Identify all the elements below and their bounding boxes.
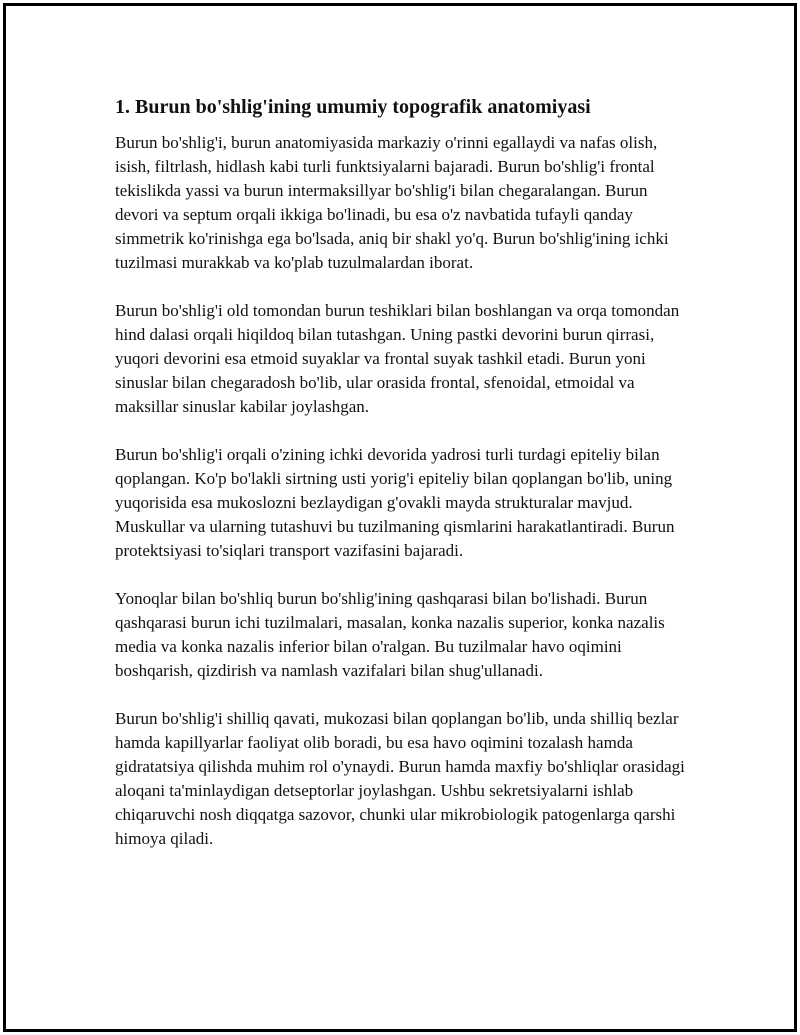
paragraph-2: Burun bo'shlig'i old tomondan burun teshiklari bilan boshlangan va orqa tomondan hind dalasi orqali hiqildoq bilan tutashgan. Uning pastki devorini burun qirrasi, yuqori devorini esa etmoid suyaklar va frontal suyak tashkil etadi. Burun yoni sinuslar bilan chegaradosh bo'lib, ular orasida frontal, sfenoidal, etmoidal va maksillar sinuslar kabilar joylashgan. (115, 301, 680, 416)
section-heading: 1. Burun bo'shlig'ining umumiy topografik anatomiyasi (115, 96, 591, 118)
document-body (115, 94, 695, 875)
paragraph-1: Burun bo'shlig'i, burun anatomiyasida markaziy o'rinni egallaydi va nafas olish, isish, filtrlash, hidlash kabi turli funktsiyalarni bajaradi. Burun bo'shlig'i frontal tekislikda yassi va burun intermaksillyar bo'shlig'i bilan chegaralangan. Burun devori va septum orqali ikkiga bo'linadi, bu esa o'z navbatida tufayli qanday simmetrik ko'rinishga ega bo'lsada, aniq bir shakl yo'q. Burun bo'shlig'ining ichki tuzilmasi murakkab va ko'plab tuzulmalardan iborat. (115, 133, 669, 272)
paragraph-3: Burun bo'shlig'i orqali o'zining ichki devorida yadrosi turli turdagi epiteliy bilan qoplangan. Ko'p bo'lakli sirtning usti yorig'i epiteliy bilan qoplangan bo'lib, uning yuqorisida esa mukoslozni bezlaydigan g'ovakli mayda strukturalar mavjud. Muskullar va ularning tutashuvi bu tuzilmaning qismlarini harakatlantiradi. Burun protektsiyasi to'siqlari transport vazifasini bajaradi. (115, 445, 675, 560)
paragraph-5: Burun bo'shlig'i shilliq qavati, mukozasi bilan qoplangan bo'lib, unda shilliq bezlar hamda kapillyarlar faoliyat olib boradi, bu esa havo oqimini tozalash hamda gidratatsiya qilishda muhim rol o'ynaydi. Burun hamda maxfiy bo'shliqlar orasidagi aloqani ta'minlaydigan detseptorlar joylashgan. Ushbu sekretsiyalarni ishlab chiqaruvchi nosh diqqatga sazovor, chunki ular mikrobiologik patogenlarga qarshi himoya qiladi. (115, 709, 685, 848)
paragraph-4: Yonoqlar bilan bo'shliq burun bo'shlig'ining qashqarasi bilan bo'lishadi. Burun qashqarasi burun ichi tuzilmalari, masalan, konka nazalis superior, konka nazalis media va konka nazalis inferior bilan o'ralgan. Bu tuzilmalar havo oqimini boshqarish, qizdirish va namlash vazifalari bilan shug'ullanadi. (115, 589, 665, 680)
